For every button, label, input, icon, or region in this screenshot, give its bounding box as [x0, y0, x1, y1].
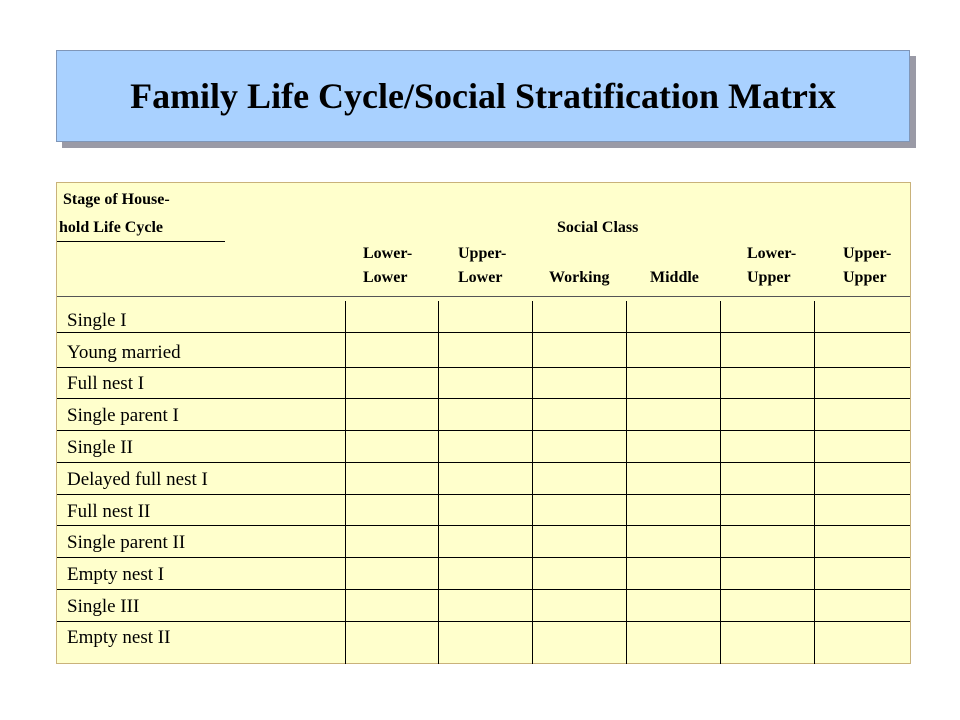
row-divider: [57, 367, 910, 368]
col-header-1-line2: Lower: [363, 269, 408, 286]
social-class-header: Social Class: [557, 219, 639, 236]
column-divider: [720, 301, 721, 664]
col-header-2-line2: Lower: [458, 269, 503, 286]
row-label-single-iii: Single III: [67, 596, 140, 617]
column-divider: [626, 301, 627, 664]
col-header-5-line2: Upper: [747, 269, 791, 286]
col-header-4-line2: Middle: [650, 269, 699, 286]
page-title: Family Life Cycle/Social Stratification Matrix: [130, 76, 836, 116]
row-label-full-nest-i: Full nest I: [67, 373, 145, 394]
row-label-single-parent-ii: Single parent II: [67, 532, 186, 553]
row-divider: [57, 557, 910, 558]
row-label-full-nest-ii: Full nest II: [67, 501, 151, 522]
row-label-delayed-full-nest-i: Delayed full nest I: [67, 469, 208, 490]
row-label-empty-nest-ii: Empty nest II: [67, 627, 171, 648]
col-header-5-line1: Lower-: [747, 245, 797, 262]
header-rule: [57, 296, 910, 297]
title-banner: [56, 50, 910, 142]
row-label-empty-nest-i: Empty nest I: [67, 564, 165, 585]
row-divider: [57, 398, 910, 399]
col-header-3-line2: Working: [549, 269, 610, 286]
row-divider: [57, 462, 910, 463]
column-divider: [438, 301, 439, 664]
row-divider: [57, 332, 910, 333]
row-divider: [57, 525, 910, 526]
stage-header-line1: Stage of House-: [63, 191, 170, 208]
row-divider: [57, 621, 910, 622]
col-header-2-line1: Upper-: [458, 245, 507, 262]
col-header-6-line2: Upper: [843, 269, 887, 286]
stage-header-underline: [57, 241, 225, 242]
column-divider: [345, 301, 346, 664]
row-label-young-married: Young married: [67, 342, 181, 363]
row-divider: [57, 430, 910, 431]
row-divider: [57, 589, 910, 590]
matrix-table: [56, 182, 911, 664]
column-divider: [814, 301, 815, 664]
stage-header-line2: hold Life Cycle: [59, 219, 163, 236]
row-divider: [57, 494, 910, 495]
row-label-single-parent-i: Single parent I: [67, 405, 179, 426]
row-label-single-ii: Single II: [67, 437, 133, 458]
col-header-1-line1: Lower-: [363, 245, 413, 262]
column-divider: [532, 301, 533, 664]
col-header-6-line1: Upper-: [843, 245, 892, 262]
row-label-single-i: Single I: [67, 310, 127, 331]
